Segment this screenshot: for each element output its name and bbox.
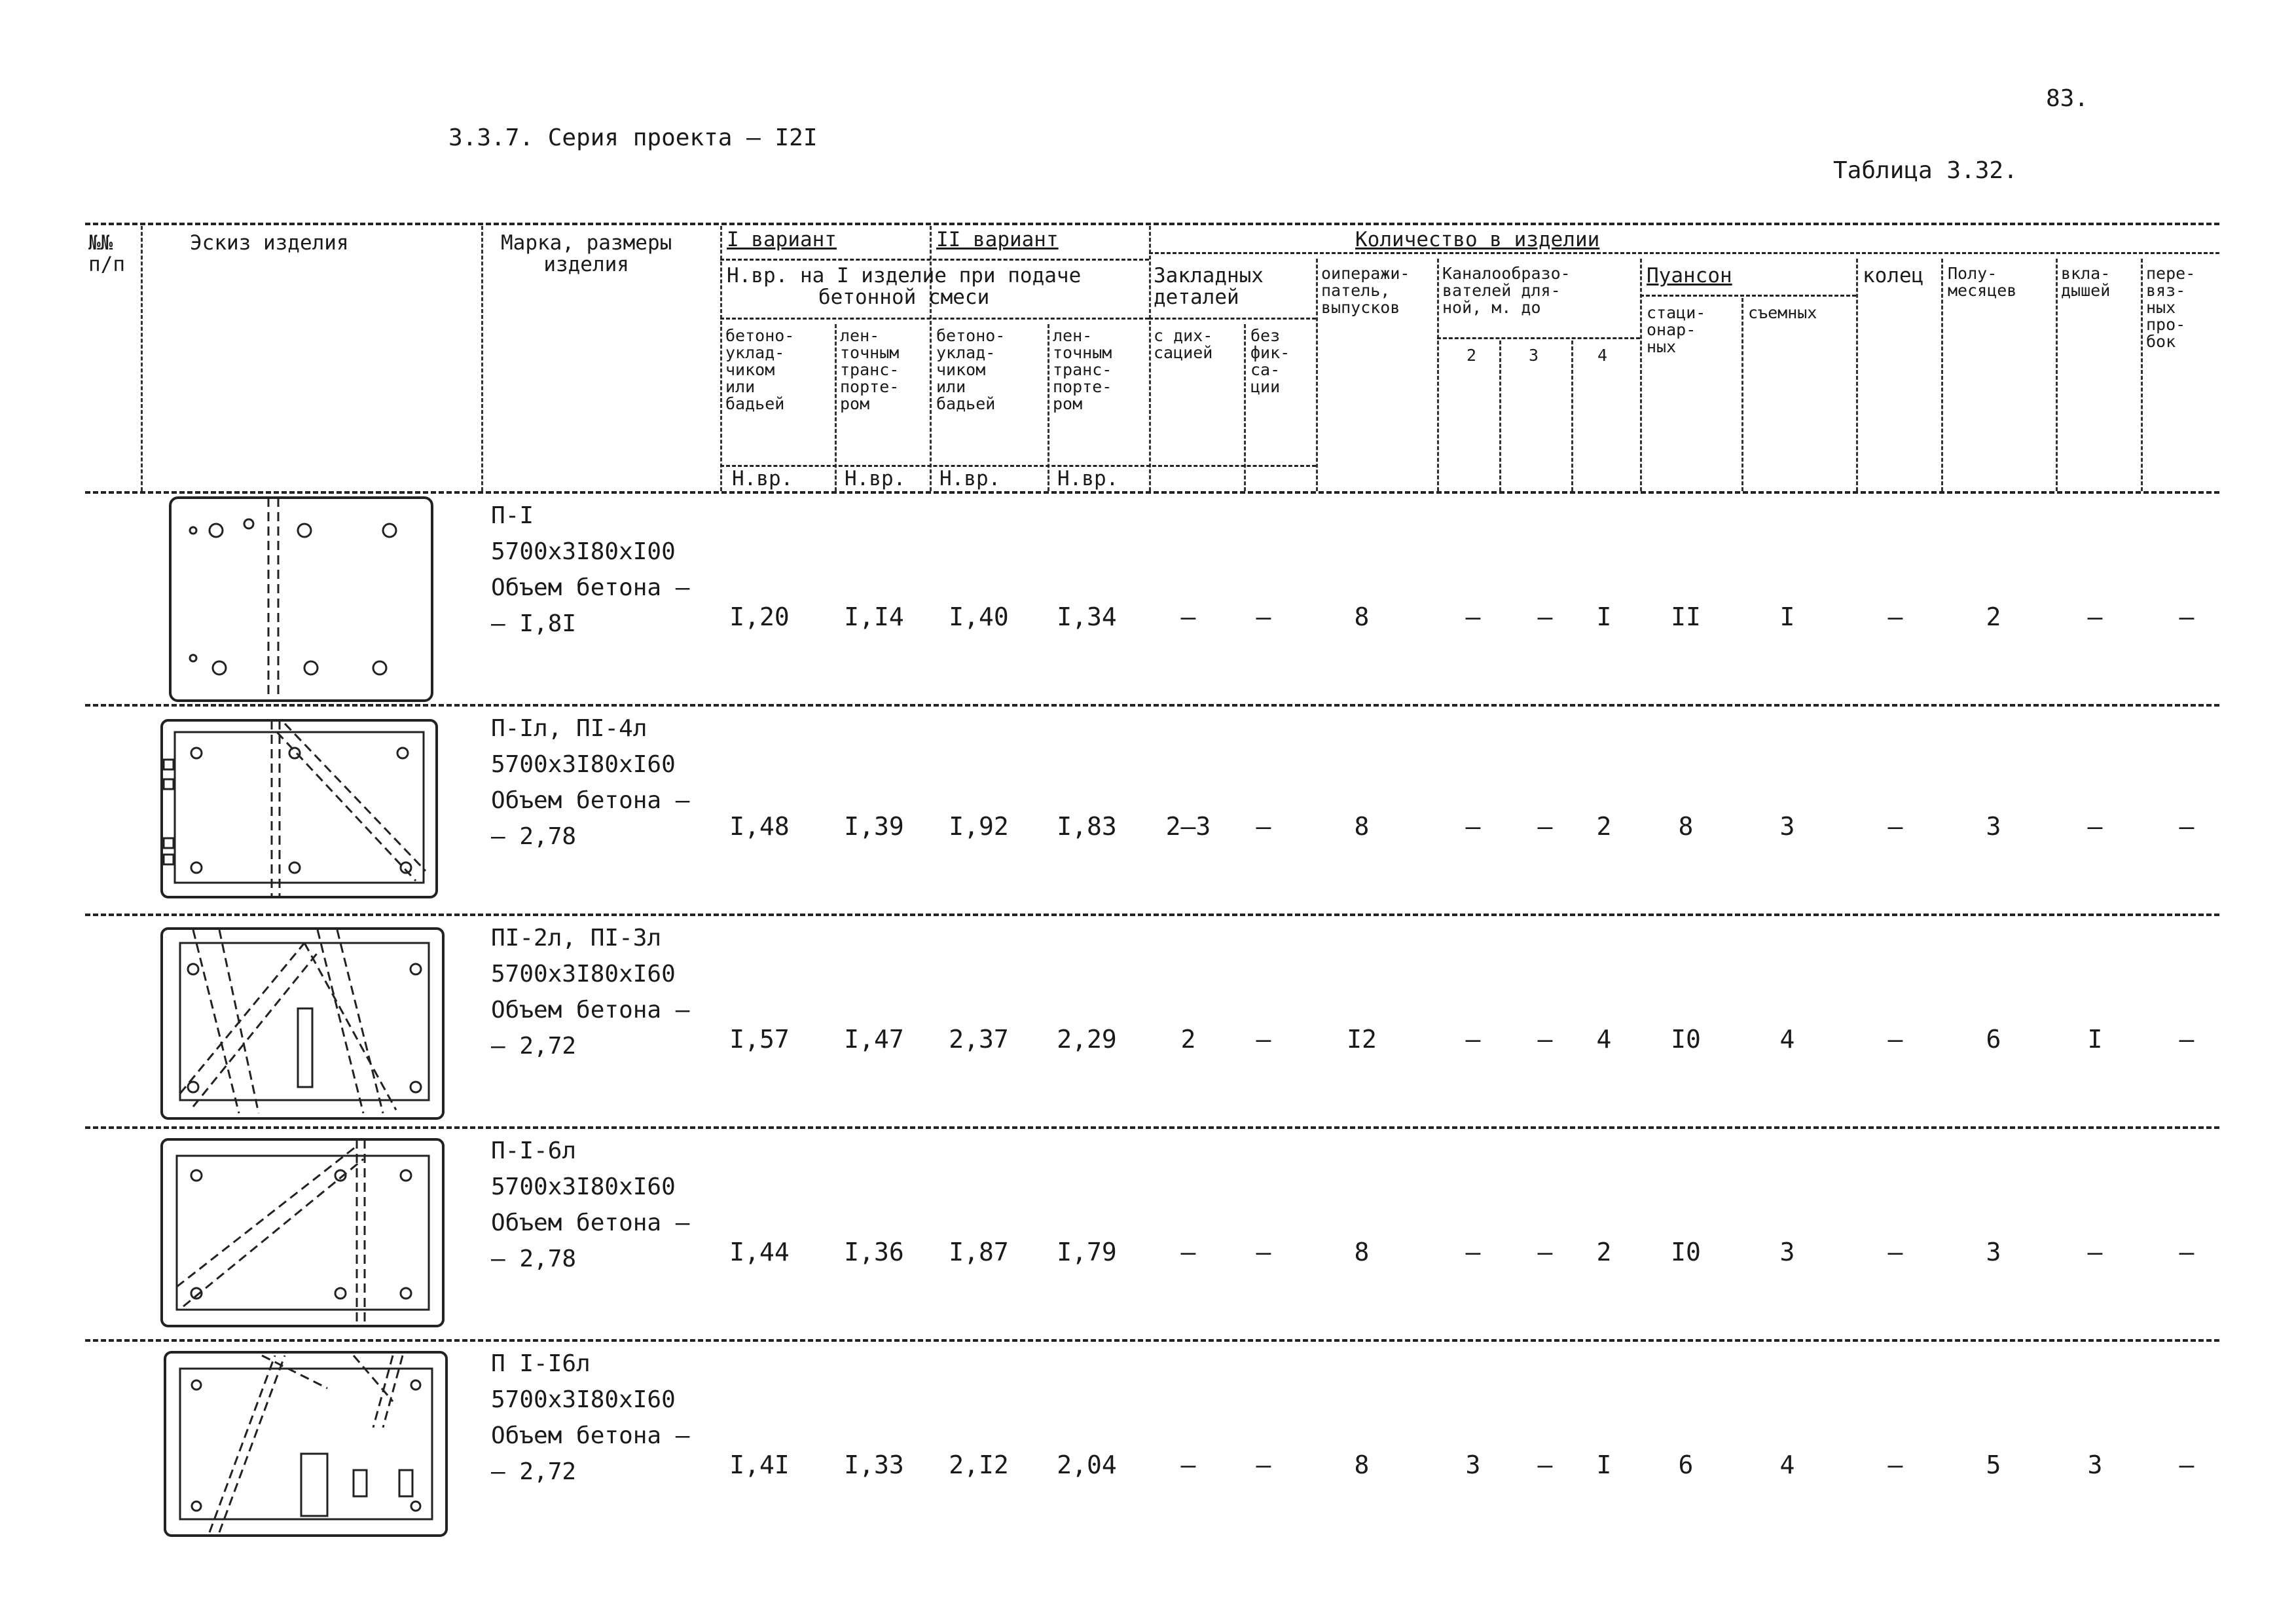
- table-cell: I0: [1671, 1238, 1701, 1266]
- row-divider: [85, 913, 2219, 916]
- table-cell: –: [1887, 812, 1903, 841]
- table-cell: –: [2179, 1025, 2195, 1054]
- header-pins: оиперажи- патель, выпусков: [1321, 264, 1410, 317]
- table-cell: I2: [1347, 1025, 1377, 1054]
- row-mark: [491, 498, 689, 642]
- table-cell: I,34: [1057, 602, 1117, 631]
- table-cell: 3: [2087, 1450, 2103, 1479]
- header-v2-a: бетоно- уклад- чиком или бадьей: [936, 326, 1006, 413]
- table-cell: I,83: [1057, 812, 1117, 841]
- page-number: 83.: [2046, 85, 2089, 112]
- row-divider: [85, 704, 2219, 707]
- table-cell: 3: [1779, 1238, 1795, 1266]
- header-unit: Н.вр.: [845, 467, 906, 490]
- table-cell: 2: [1596, 812, 1612, 841]
- table-cell: I,4I: [729, 1450, 790, 1479]
- table-cell: –: [1887, 1238, 1903, 1266]
- table-cell: I: [1779, 602, 1795, 631]
- table-cell: 2–3: [1165, 812, 1211, 841]
- table-cell: –: [2087, 812, 2103, 841]
- table-cell: –: [1887, 602, 1903, 631]
- mark-line: – 2,72: [491, 1458, 577, 1485]
- row-mark: [491, 710, 689, 855]
- table-cell: –: [1465, 1238, 1481, 1266]
- table-cell: –: [1256, 812, 1271, 841]
- table-cell: 6: [1678, 1450, 1694, 1479]
- table-cell: 2,I2: [949, 1450, 1009, 1479]
- header-emb-without: без фик- са- ции: [1250, 326, 1290, 396]
- mark-line: Объем бетона –: [491, 574, 690, 601]
- table-cell: –: [1180, 602, 1196, 631]
- table-cell: I,79: [1057, 1238, 1117, 1266]
- mark-line: П I-I6л: [491, 1350, 591, 1377]
- mark-line: Объем бетона –: [491, 997, 690, 1024]
- table-cell: –: [1180, 1238, 1196, 1266]
- table-cell: I,20: [729, 602, 790, 631]
- header-cores: Пуансон: [1647, 264, 1732, 287]
- header-ch-3: 3: [1529, 346, 1539, 365]
- table-cell: –: [2087, 602, 2103, 631]
- table-cell: –: [2179, 812, 2195, 841]
- table-cell: 8: [1678, 812, 1694, 841]
- header-ch-2: 2: [1467, 346, 1477, 365]
- table-cell: II: [1671, 602, 1701, 631]
- panel-sketch-5: [157, 1342, 465, 1539]
- table-cell: 3: [1986, 1238, 2001, 1266]
- table-cell: 2: [1596, 1238, 1612, 1266]
- table-cell: I0: [1671, 1025, 1701, 1054]
- table-cell: I,57: [729, 1025, 790, 1054]
- table-cell: 2: [1986, 602, 2001, 631]
- table-cell: 8: [1354, 1238, 1370, 1266]
- header-embedded: Закладных деталей: [1154, 264, 1264, 309]
- table-cell: I,33: [844, 1450, 904, 1479]
- header-v1-b: лен- точным транс- порте- ром: [840, 326, 900, 413]
- table-cell: I,44: [729, 1238, 790, 1266]
- mark-line: 5700х3I80хI60: [491, 961, 676, 987]
- table-cell: I: [1596, 602, 1612, 631]
- section-title: 3.3.7. Серия проекта – I2I: [448, 124, 818, 151]
- table-cell: I,I4: [844, 602, 904, 631]
- row-divider: [85, 1339, 2219, 1342]
- table-cell: –: [1256, 1450, 1271, 1479]
- table-cell: 2,29: [1057, 1025, 1117, 1054]
- table-cell: –: [1537, 1450, 1553, 1479]
- table-cell: 5: [1986, 1450, 2001, 1479]
- table-cell: –: [2179, 1238, 2195, 1266]
- table-cell: 8: [1354, 602, 1370, 631]
- table-top-rule: [85, 223, 2219, 225]
- header-cores-fixed: стаци- онар- ных: [1647, 303, 1706, 356]
- header-channels: Каналообразо- вателей для- ной, м. до: [1442, 264, 1571, 317]
- table-cell: –: [1465, 1025, 1481, 1054]
- table-cell: 4: [1779, 1450, 1795, 1479]
- table-caption: Таблица 3.32.: [1833, 157, 2018, 184]
- table-cell: 3: [1986, 812, 2001, 841]
- header-v1-a: бетоно- уклад- чиком или бадьей: [725, 326, 795, 413]
- header-unit: Н.вр.: [1057, 467, 1119, 490]
- table-cell: –: [1537, 1238, 1553, 1266]
- table-cell: 8: [1354, 812, 1370, 841]
- mark-line: 5700х3I80хI60: [491, 1173, 676, 1200]
- mark-line: Объем бетона –: [491, 1209, 690, 1236]
- table-cell: –: [1887, 1450, 1903, 1479]
- table-cell: I,87: [949, 1238, 1009, 1266]
- mark-line: – I,8I: [491, 610, 577, 637]
- table-cell: –: [1887, 1025, 1903, 1054]
- table-cell: –: [1465, 602, 1481, 631]
- header-unit: Н.вр.: [939, 467, 1001, 490]
- table-cell: 3: [1465, 1450, 1481, 1479]
- header-bottom-rule: [85, 491, 2219, 494]
- header-v2-b: лен- точным транс- порте- ром: [1053, 326, 1112, 413]
- table-cell: I: [1596, 1450, 1612, 1479]
- panel-sketch-4: [154, 1130, 455, 1333]
- table-cell: I,92: [949, 812, 1009, 841]
- table-cell: I: [2087, 1025, 2103, 1054]
- table-cell: –: [1256, 602, 1271, 631]
- table-cell: 4: [1596, 1025, 1612, 1054]
- header-sketch: Эскиз изделия: [190, 231, 349, 255]
- table-cell: I,40: [949, 602, 1009, 631]
- table-cell: –: [1465, 812, 1481, 841]
- table-cell: I,36: [844, 1238, 904, 1266]
- header-halfmonths: Полу- месяцев: [1948, 264, 2017, 300]
- header-variant1: I вариант: [727, 228, 837, 251]
- mark-line: П-Iл, ПI-4л: [491, 715, 647, 742]
- header-plugs: пере- вяз- ных про- бок: [2146, 264, 2196, 351]
- table-cell: 2,37: [949, 1025, 1009, 1054]
- table-cell: I,39: [844, 812, 904, 841]
- row-divider: [85, 1126, 2219, 1129]
- table-cell: –: [1537, 812, 1553, 841]
- table-cell: –: [1256, 1238, 1271, 1266]
- panel-sketch-2: [154, 707, 448, 910]
- header-num: №№ п/п: [88, 231, 125, 276]
- table-cell: I,48: [729, 812, 790, 841]
- table-cell: –: [1180, 1450, 1196, 1479]
- mark-line: – 2,78: [491, 1246, 577, 1272]
- header-nvr-span: Н.вр. на I изделие при подаче бетонной смеси: [727, 264, 1082, 309]
- header-unit: Н.вр.: [732, 467, 793, 490]
- mark-line: П-I: [491, 502, 534, 529]
- table-cell: 3: [1779, 812, 1795, 841]
- table-cell: –: [1537, 602, 1553, 631]
- table-cell: 2: [1180, 1025, 1196, 1054]
- table-cell: –: [2179, 602, 2195, 631]
- row-mark: [491, 1133, 689, 1277]
- panel-sketch-3: [154, 917, 462, 1126]
- mark-line: – 2,72: [491, 1033, 577, 1060]
- mark-line: П-I-6л: [491, 1137, 577, 1164]
- header-quantity: Количество в изделии: [1355, 228, 1600, 251]
- table-cell: 8: [1354, 1450, 1370, 1479]
- header-rings: колец: [1863, 264, 1924, 287]
- row-mark: [491, 920, 689, 1064]
- mark-line: Объем бетона –: [491, 1422, 690, 1449]
- table-cell: 4: [1779, 1025, 1795, 1054]
- header-ch-4: 4: [1597, 346, 1608, 365]
- panel-sketch-1: [164, 494, 445, 704]
- row-mark: [491, 1346, 689, 1490]
- mark-line: 5700х3I80хI00: [491, 538, 676, 565]
- table-cell: 6: [1986, 1025, 2001, 1054]
- table-cell: –: [2179, 1450, 2195, 1479]
- mark-line: Объем бетона –: [491, 787, 690, 814]
- table-cell: 2,04: [1057, 1450, 1117, 1479]
- mark-line: 5700х3I80хI60: [491, 751, 676, 778]
- table-cell: –: [1537, 1025, 1553, 1054]
- header-variant2: II вариант: [936, 228, 1059, 251]
- mark-line: ПI-2л, ПI-3л: [491, 925, 662, 951]
- mark-line: – 2,78: [491, 823, 577, 850]
- header-cores-removable: съемных: [1748, 303, 1817, 322]
- header-liners: вкла- дышей: [2061, 264, 2111, 300]
- table-cell: I,47: [844, 1025, 904, 1054]
- table-cell: –: [2087, 1238, 2103, 1266]
- header-emb-with: с дих- сацией: [1154, 326, 1213, 362]
- table-cell: –: [1256, 1025, 1271, 1054]
- mark-line: 5700х3I80хI60: [491, 1386, 676, 1413]
- header-mark: Марка, размеры изделия: [501, 231, 672, 276]
